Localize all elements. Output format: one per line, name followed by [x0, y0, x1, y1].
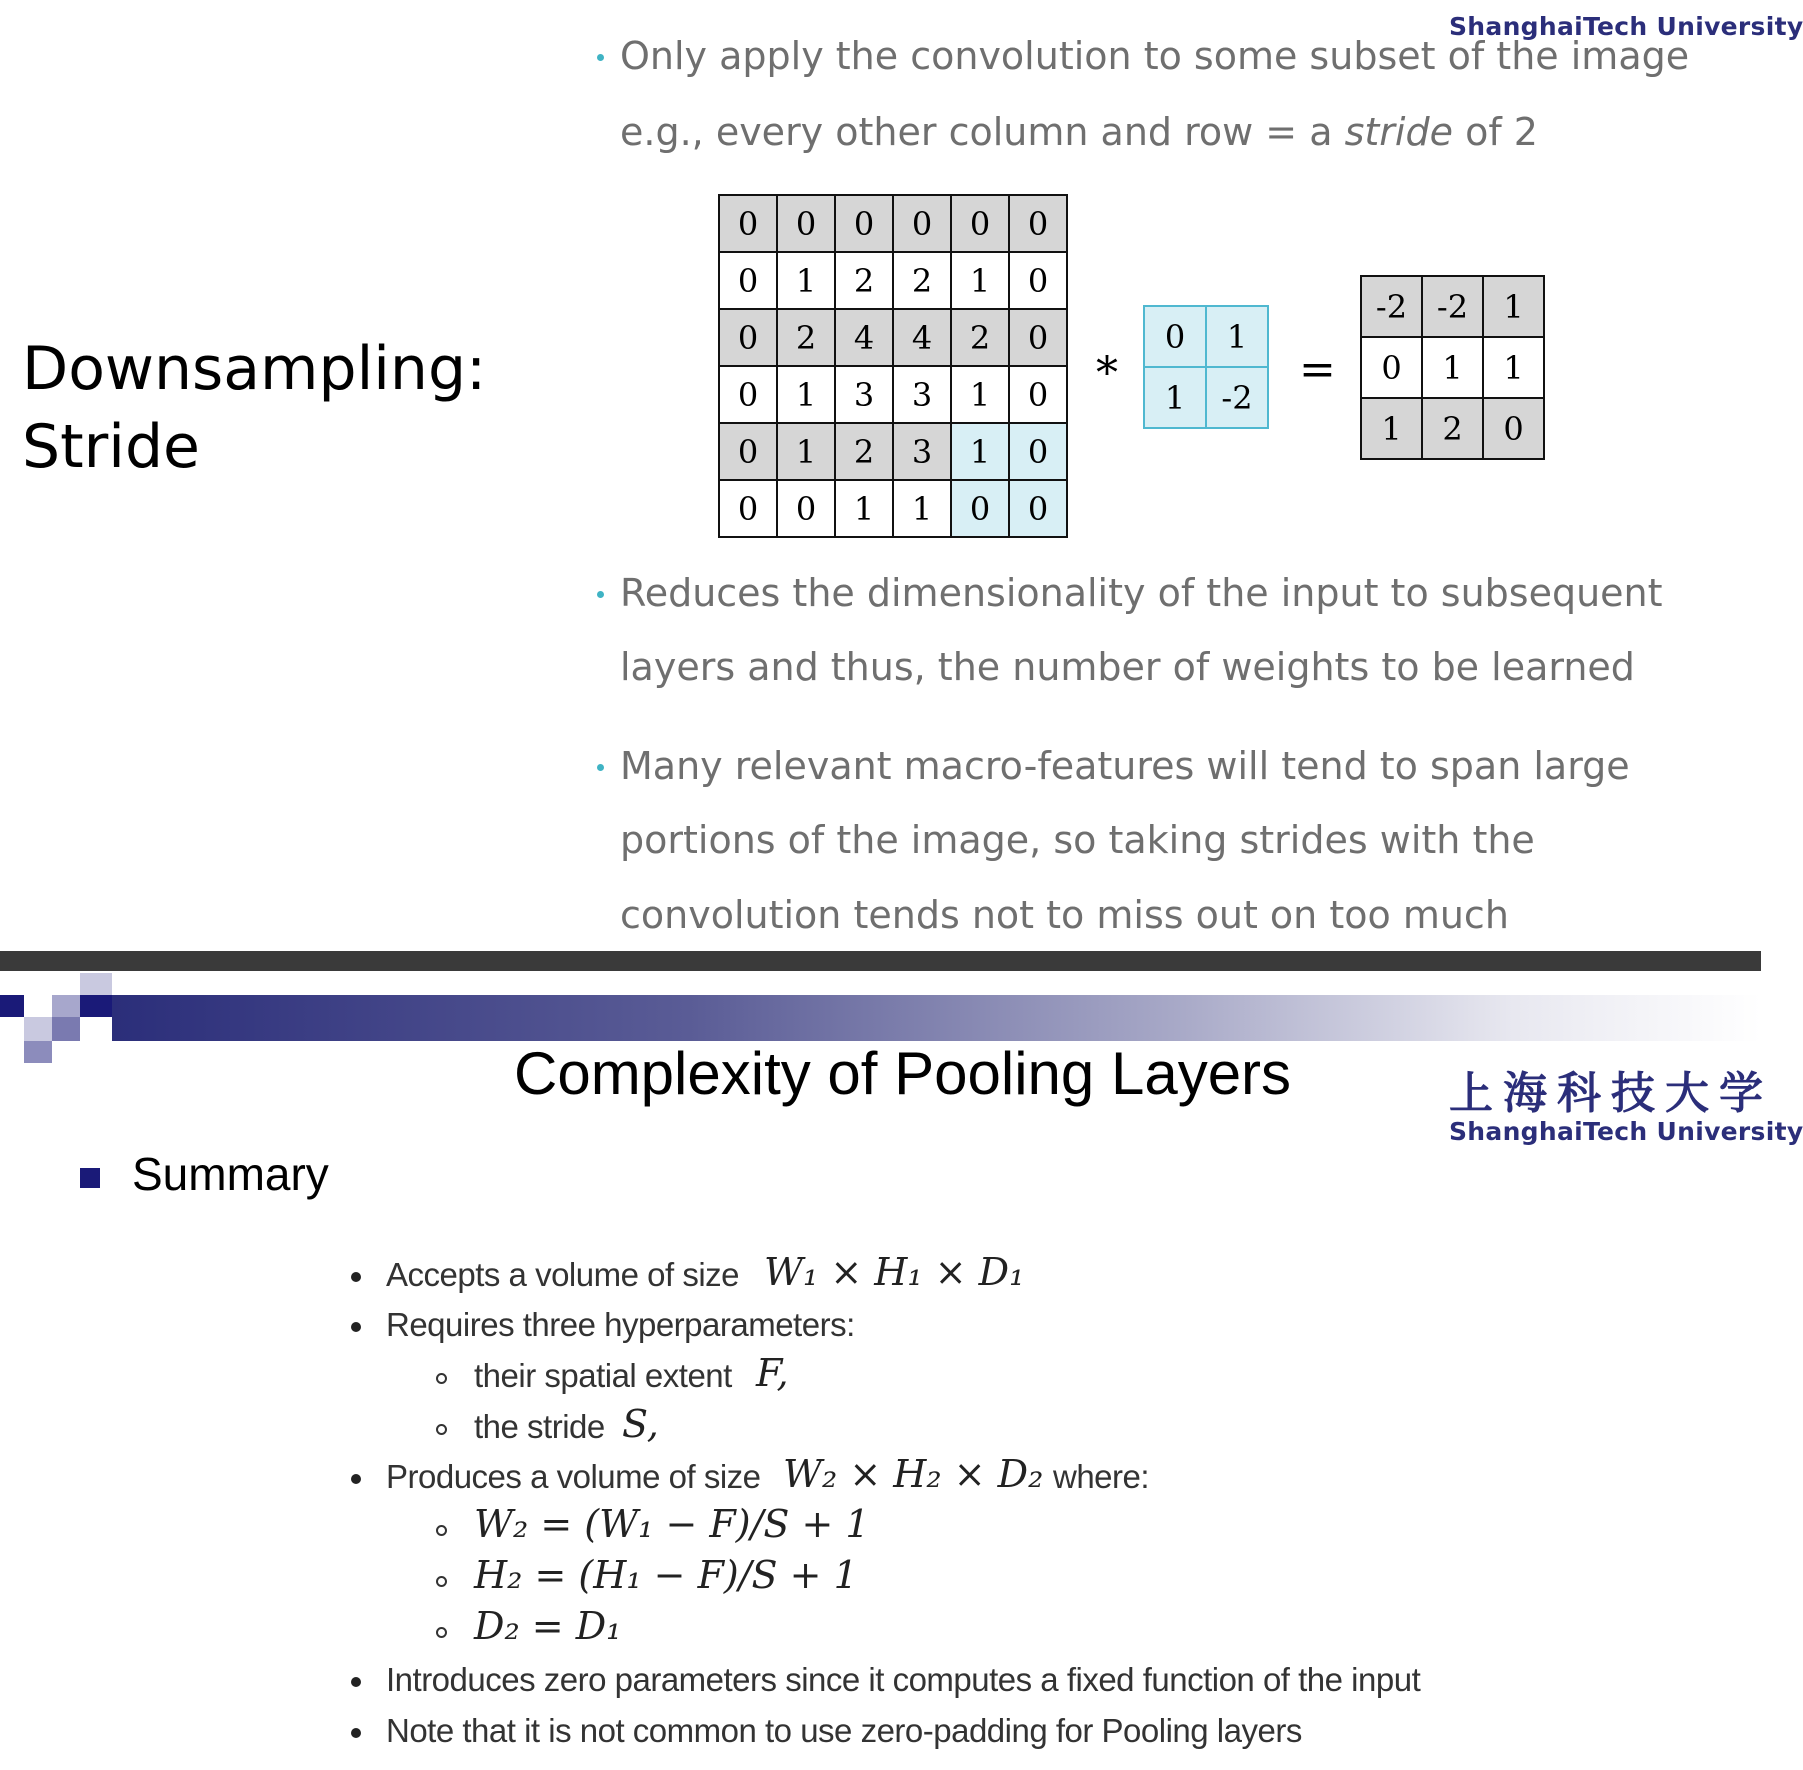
university-logo-text: ShanghaiTech University — [1449, 12, 1803, 41]
decor-square — [80, 995, 112, 1017]
matrix-cell: 4 — [893, 309, 951, 366]
bullet-stride-line2-post: of 2 — [1452, 110, 1538, 154]
output-cell: 1 — [1483, 276, 1544, 337]
extent-symbol: F — [756, 1351, 777, 1395]
matrix-cell: 4 — [835, 309, 893, 366]
bullet-stride-line2 — [620, 110, 1538, 154]
bullet-macro-features-line1: Many relevant macro-features will tend to span large — [620, 744, 1630, 788]
matrix-cell: 0 — [835, 195, 893, 252]
matrix-cell: 3 — [893, 366, 951, 423]
summary-label: Summary — [132, 1148, 329, 1200]
matrix-cell: 1 — [777, 252, 835, 309]
bullet-dot — [597, 591, 604, 598]
slide-divider — [0, 951, 1761, 971]
extent-comma: , — [776, 1351, 789, 1395]
bullet-stride-line1: Only apply the convolution to some subset of the image — [620, 34, 1690, 78]
sub-bullet — [436, 1576, 447, 1587]
matrix-cell-highlighted: 0 — [1009, 423, 1067, 480]
university-logo-chinese: 上海科技大学 — [1449, 1068, 1773, 1119]
produces-math: W₂ × H₂ × D₂ — [783, 1452, 1044, 1496]
summary-bullet-square — [80, 1168, 100, 1188]
decor-square — [24, 1041, 52, 1063]
stride-text: the stride — [474, 1408, 605, 1445]
decor-square — [24, 1017, 52, 1041]
matrix-cell: 0 — [719, 480, 777, 537]
output-cell: 2 — [1422, 398, 1483, 459]
header-gradient-bar — [112, 995, 1761, 1041]
matrix-cell: 0 — [1009, 195, 1067, 252]
output-cell: 1 — [1361, 398, 1422, 459]
bullet-stride-line2-pre: e.g., every other column and row = a — [620, 110, 1345, 154]
matrix-cell: 0 — [1009, 309, 1067, 366]
matrix-cell: 1 — [777, 423, 835, 480]
convolution-operator: * — [1096, 348, 1118, 399]
equals-operator: = — [1299, 344, 1336, 395]
matrix-cell: 3 — [893, 423, 951, 480]
list-bullet — [351, 1677, 361, 1687]
accepts-text: Accepts a volume of size — [386, 1256, 739, 1293]
list-bullet — [351, 1474, 361, 1484]
matrix-cell-highlighted: 0 — [1009, 480, 1067, 537]
list-bullet — [351, 1322, 361, 1332]
matrix-cell: 1 — [951, 252, 1009, 309]
stride-comma: , — [646, 1402, 659, 1446]
decor-square — [0, 995, 24, 1017]
slide-side-title — [22, 330, 486, 486]
kernel-cell: -2 — [1206, 367, 1268, 428]
input-matrix — [718, 194, 1068, 538]
matrix-cell: 2 — [777, 309, 835, 366]
produces-where: where: — [1053, 1458, 1150, 1495]
matrix-cell: 0 — [1009, 252, 1067, 309]
matrix-cell: 0 — [719, 252, 777, 309]
matrix-cell: 0 — [777, 480, 835, 537]
produces-text: Produces a volume of size — [386, 1458, 761, 1495]
kernel-cell: 0 — [1144, 306, 1206, 367]
matrix-cell: 0 — [893, 195, 951, 252]
kernel-matrix — [1143, 305, 1269, 429]
matrix-cell: 0 — [777, 195, 835, 252]
stride-emphasis: stride — [1344, 110, 1453, 154]
stride-symbol: S — [622, 1402, 647, 1446]
matrix-cell: 0 — [719, 309, 777, 366]
kernel-cell: 1 — [1144, 367, 1206, 428]
bullet-dimensionality-line1: Reduces the dimensionality of the input to subsequent — [620, 571, 1663, 615]
accepts-math: W₁ × H₁ × D₁ — [764, 1250, 1025, 1294]
sub-bullet — [436, 1525, 447, 1536]
matrix-cell: 2 — [893, 252, 951, 309]
matrix-cell: 1 — [835, 480, 893, 537]
output-cell: -2 — [1361, 276, 1422, 337]
list-bullet — [351, 1272, 361, 1282]
matrix-cell: 1 — [777, 366, 835, 423]
bullet-dimensionality-line2: layers and thus, the number of weights to be learned — [620, 645, 1635, 689]
matrix-cell: 2 — [835, 252, 893, 309]
extent-text: their spatial extent — [474, 1357, 732, 1394]
matrix-cell: 2 — [835, 423, 893, 480]
output-cell: 1 — [1422, 337, 1483, 398]
sub-bullet — [436, 1373, 447, 1384]
decor-square — [80, 973, 112, 995]
side-title-line1: Downsampling: — [22, 334, 487, 404]
kernel-cell: 1 — [1206, 306, 1268, 367]
output-matrix — [1360, 275, 1545, 460]
decor-square — [52, 1017, 80, 1041]
sub-bullet — [436, 1424, 447, 1435]
pooling-slide — [0, 971, 1803, 1770]
list-bullet — [351, 1728, 361, 1738]
requires-text: Requires three hyperparameters: — [386, 1306, 855, 1343]
w2-formula: W₂ = (W₁ − F)/S + 1 — [474, 1502, 870, 1546]
output-cell: 1 — [1483, 337, 1544, 398]
matrix-cell: 1 — [893, 480, 951, 537]
extent-math — [756, 1351, 789, 1395]
decor-square — [52, 995, 80, 1017]
side-title-line2: Stride — [22, 412, 200, 482]
output-cell: 0 — [1361, 337, 1422, 398]
matrix-cell: 0 — [951, 195, 1009, 252]
output-cell: 0 — [1483, 398, 1544, 459]
d2-formula: D₂ = D₁ — [474, 1604, 622, 1648]
matrix-cell: 0 — [1009, 366, 1067, 423]
slide-title: Complexity of Pooling Layers — [514, 1040, 1292, 1107]
stride-math — [622, 1402, 659, 1446]
matrix-cell: 2 — [951, 309, 1009, 366]
matrix-cell-highlighted: 1 — [951, 423, 1009, 480]
bullet-dot — [597, 764, 604, 771]
sub-bullet — [436, 1627, 447, 1638]
university-logo-text: ShanghaiTech University — [1449, 1117, 1803, 1146]
bullet-dot — [597, 54, 604, 61]
zero-parameters-text: Introduces zero parameters since it computes a fixed function of the input — [386, 1661, 1421, 1698]
zero-padding-text: Note that it is not common to use zero-padding for Pooling layers — [386, 1712, 1302, 1749]
bullet-macro-features-line2: portions of the image, so taking strides with the — [620, 818, 1535, 862]
matrix-cell: 0 — [719, 366, 777, 423]
output-cell: -2 — [1422, 276, 1483, 337]
matrix-cell-highlighted: 0 — [951, 480, 1009, 537]
h2-formula: H₂ = (H₁ − F)/S + 1 — [474, 1553, 858, 1597]
bullet-macro-features-line3: convolution tends not to miss out on too much — [620, 893, 1509, 937]
matrix-cell: 0 — [719, 195, 777, 252]
matrix-cell: 1 — [951, 366, 1009, 423]
matrix-cell: 0 — [719, 423, 777, 480]
matrix-cell: 3 — [835, 366, 893, 423]
